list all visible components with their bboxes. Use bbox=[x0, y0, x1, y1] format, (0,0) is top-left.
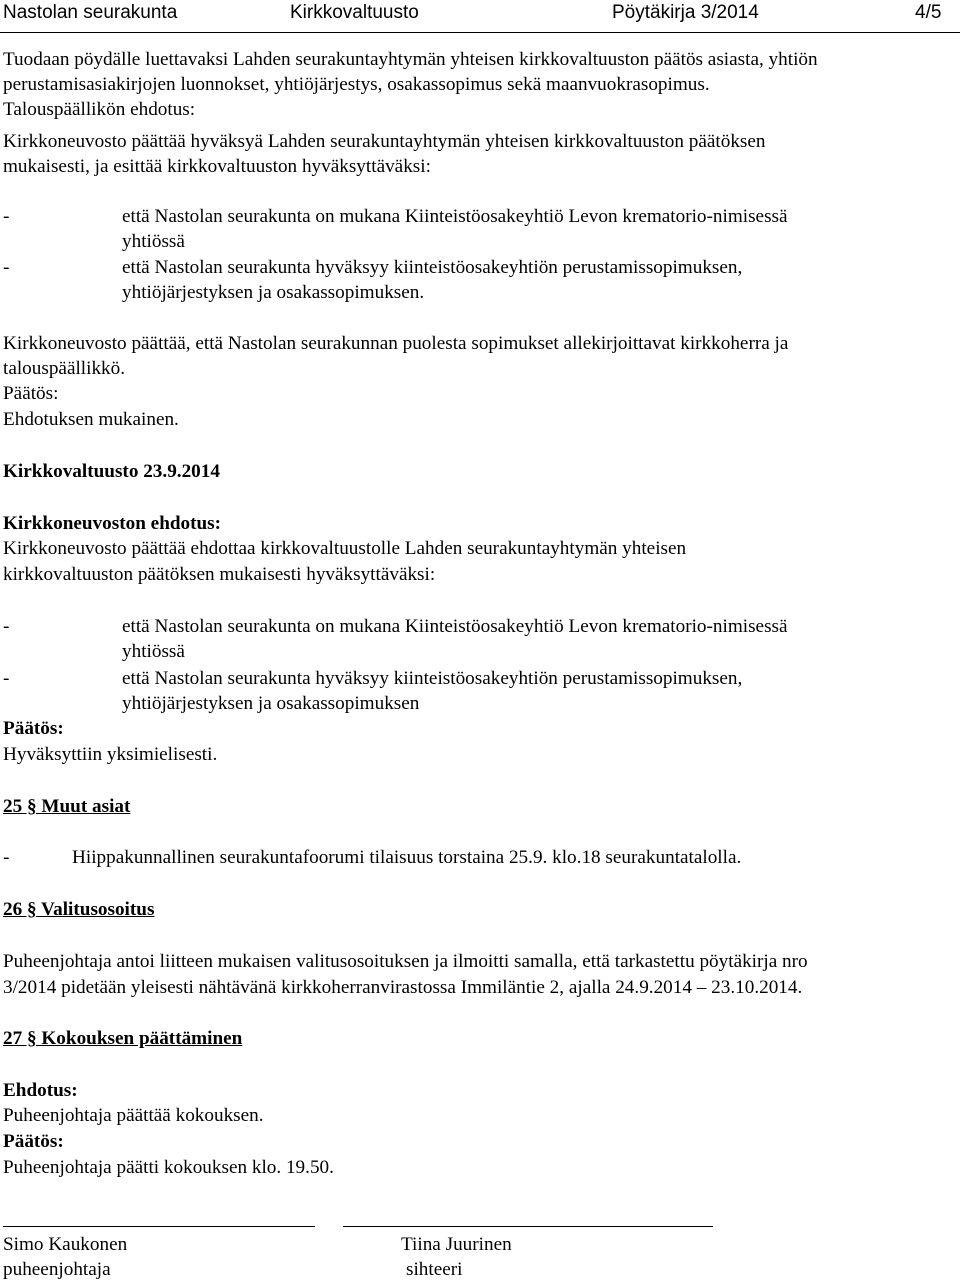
intro-line: perustamisasiakirjojen luonnokset, yhtiöjärjestys, osakassopimus sekä maanvuokrasopimus. bbox=[3, 74, 710, 95]
header-page-number: 4/5 bbox=[915, 2, 942, 23]
decision-text: Ehdotuksen mukainen. bbox=[3, 409, 179, 430]
paragraph-line: kirkkovaltuuston päätöksen mukaisesti hyväksyttäväksi: bbox=[3, 564, 436, 585]
decision-label: Päätös: bbox=[3, 383, 59, 404]
header-organization: Nastolan seurakunta bbox=[3, 2, 178, 23]
bullet-dash: - bbox=[3, 257, 10, 278]
page-header bbox=[0, 0, 960, 33]
section-heading: 27 § Kokouksen päättäminen bbox=[3, 1028, 243, 1049]
bullet-text: että Nastolan seurakunta hyväksyy kiinteistöosakeyhtiön perustamissopimuksen, bbox=[122, 257, 743, 278]
header-document: Pöytäkirja 3/2014 bbox=[612, 2, 759, 23]
bullet-text: yhtiössä bbox=[122, 231, 185, 252]
bullet-text: yhtiöjärjestyksen ja osakassopimuksen. bbox=[122, 282, 425, 303]
signature-line bbox=[3, 1226, 315, 1227]
bullet-text: että Nastolan seurakunta hyväksyy kiinteistöosakeyhtiön perustamissopimuksen, bbox=[122, 668, 743, 689]
paragraph-line: Puheenjohtaja antoi liitteen mukaisen valitusosoituksen ja ilmoitti samalla, että tarkastettu pöytäkirja nro bbox=[3, 951, 808, 972]
bullet-dash: - bbox=[3, 668, 10, 689]
paragraph-line: Kirkkoneuvosto päättää ehdottaa kirkkovaltuustolle Lahden seurakuntayhtymän yhteisen bbox=[3, 538, 687, 559]
bullet-text: että Nastolan seurakunta on mukana Kiinteistöosakeyhtiö Levon krematorio-nimisessä bbox=[122, 206, 788, 227]
proposal-heading: Talouspäällikön ehdotus: bbox=[3, 99, 196, 120]
signer-role: sihteeri bbox=[406, 1259, 463, 1280]
decision-label: Päätös: bbox=[3, 1131, 64, 1152]
decision-text: Puheenjohtaja päätti kokouksen klo. 19.50. bbox=[3, 1157, 334, 1178]
signature-line bbox=[343, 1226, 713, 1227]
decision-label: Päätös: bbox=[3, 718, 64, 739]
bullet-text: yhtiöjärjestyksen ja osakassopimuksen bbox=[122, 693, 420, 714]
bullet-dash: - bbox=[3, 206, 10, 227]
signer-name: Simo Kaukonen bbox=[3, 1234, 128, 1255]
bullet-text: Hiippakunnallinen seurakuntafoorumi tilaisuus torstaina 25.9. klo.18 seurakuntatalolla. bbox=[72, 847, 742, 868]
signer-name: Tiina Juurinen bbox=[401, 1234, 512, 1255]
proposal-label: Ehdotus: bbox=[3, 1080, 78, 1101]
bullet-dash: - bbox=[3, 616, 10, 637]
proposal-text: Puheenjohtaja päättää kokouksen. bbox=[3, 1105, 264, 1126]
paragraph-line: Kirkkoneuvosto päättää hyväksyä Lahden seurakuntayhtymän yhteisen kirkkovaltuuston päätöksen bbox=[3, 131, 766, 152]
decision-text: Hyväksyttiin yksimielisesti. bbox=[3, 744, 218, 765]
header-body: Kirkkovaltuusto bbox=[290, 2, 419, 23]
paragraph-line: talouspäällikkö. bbox=[3, 358, 126, 379]
section-heading: 25 § Muut asiat bbox=[3, 796, 131, 817]
bullet-dash: - bbox=[3, 847, 10, 868]
bullet-text: että Nastolan seurakunta on mukana Kiinteistöosakeyhtiö Levon krematorio-nimisessä bbox=[122, 616, 788, 637]
signer-role: puheenjohtaja bbox=[3, 1259, 111, 1280]
proposal-heading: Kirkkoneuvoston ehdotus: bbox=[3, 513, 222, 534]
council-heading: Kirkkovaltuusto 23.9.2014 bbox=[3, 461, 220, 482]
intro-line: Tuodaan pöydälle luettavaksi Lahden seurakuntayhtymän yhteisen kirkkovaltuuston päätös asiasta, yhtiön bbox=[3, 49, 818, 70]
bullet-text: yhtiössä bbox=[122, 641, 185, 662]
paragraph-line: 3/2014 pidetään yleisesti nähtävänä kirkkoherranvirastossa Immiläntie 2, ajalla 24.9.2014 – 23.10.2014. bbox=[3, 977, 803, 998]
paragraph-line: Kirkkoneuvosto päättää, että Nastolan seurakunnan puolesta sopimukset allekirjoittavat kirkkoherra ja bbox=[3, 333, 789, 354]
section-heading: 26 § Valitusosoitus bbox=[3, 899, 155, 920]
paragraph-line: mukaisesti, ja esittää kirkkovaltuuston hyväksyttäväksi: bbox=[3, 156, 431, 177]
